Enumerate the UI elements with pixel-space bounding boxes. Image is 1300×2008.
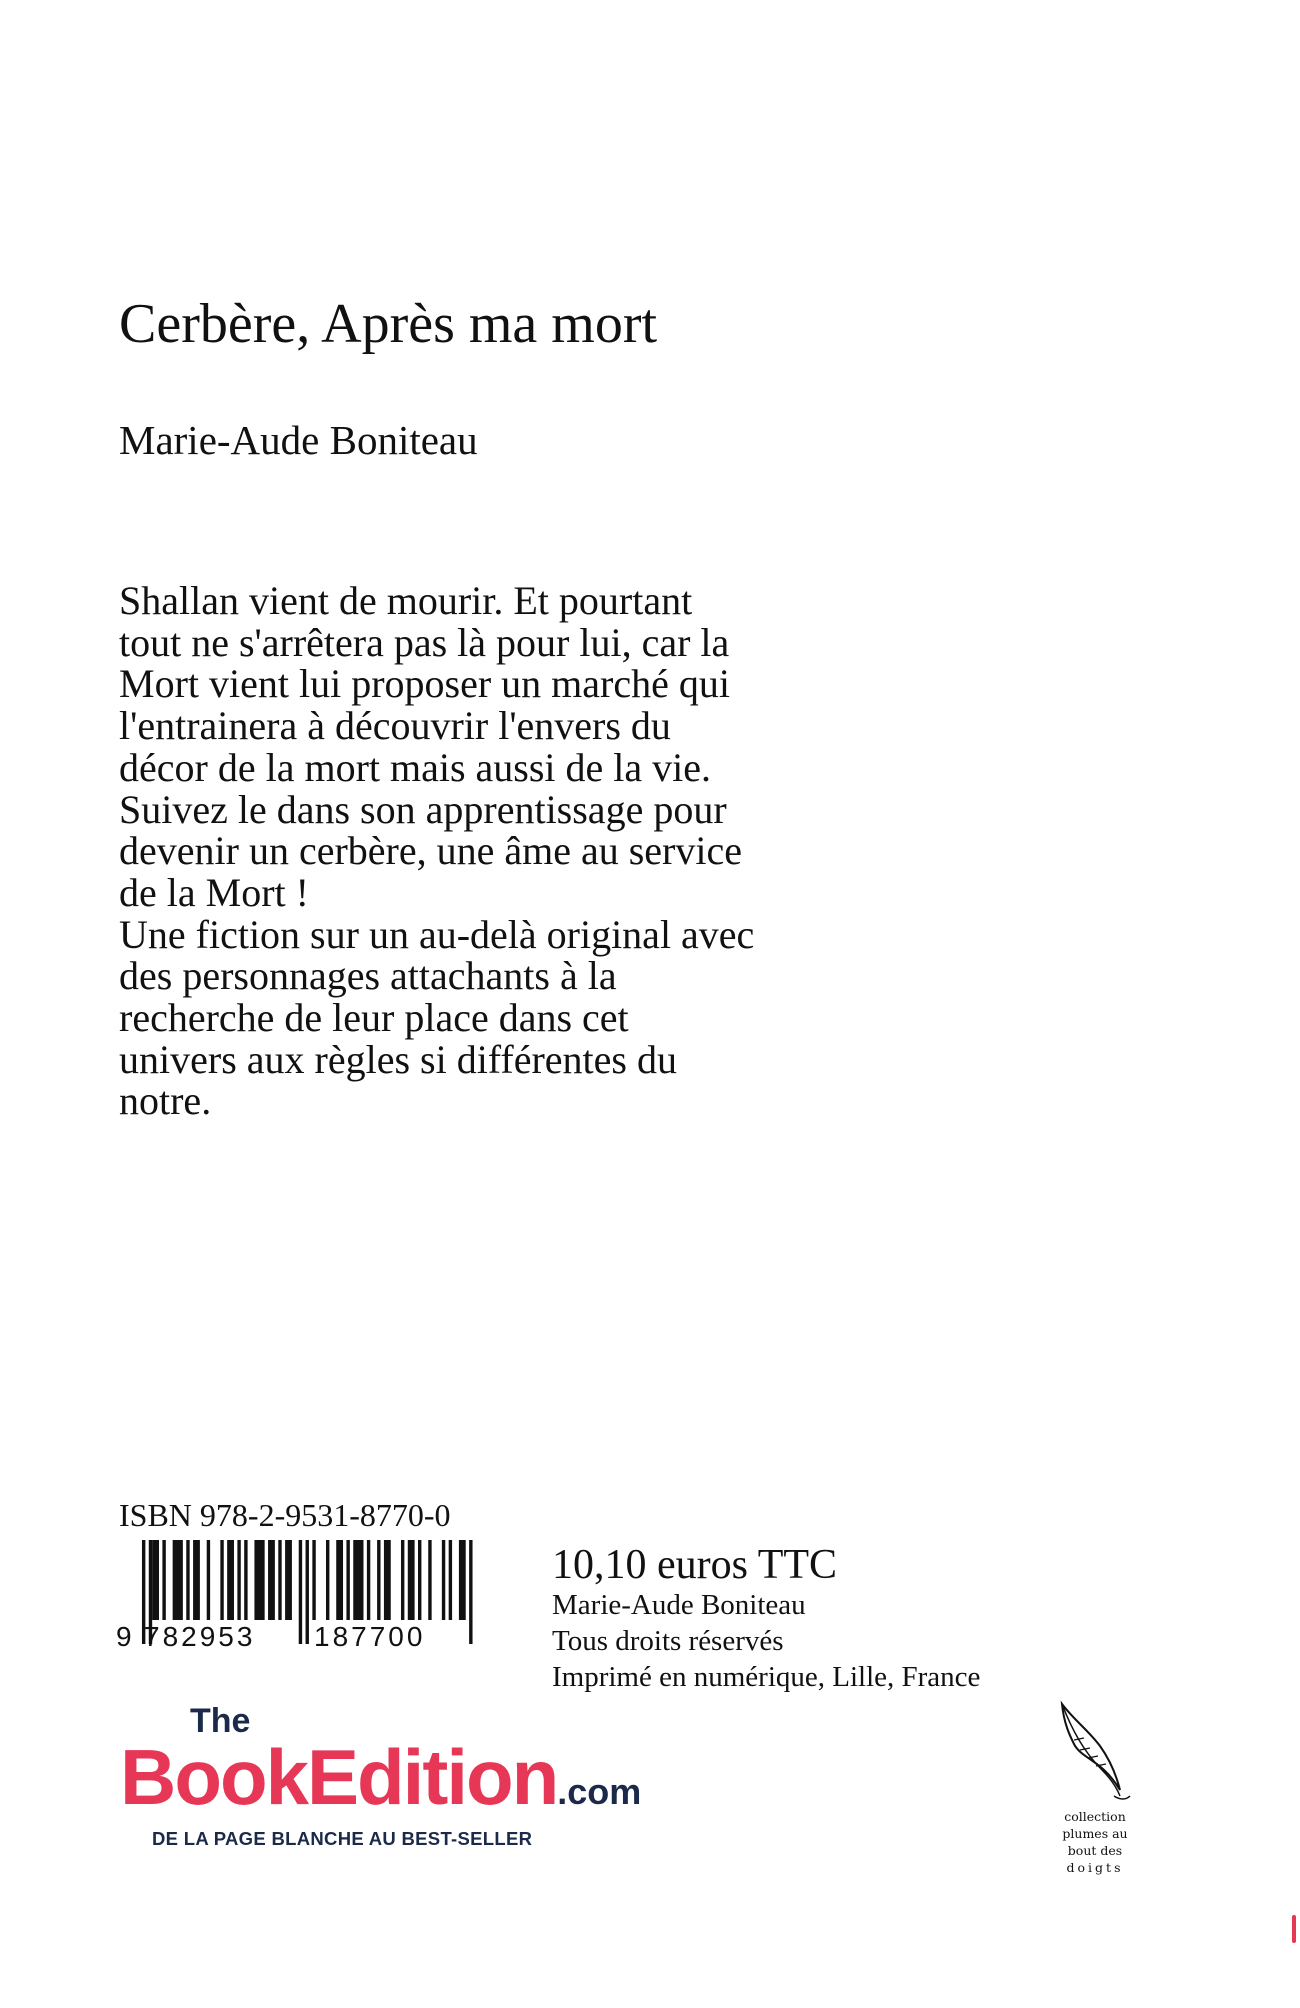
- barcode-bar: [459, 1540, 466, 1620]
- blurb-line: devenir un cerbère, une âme au service: [119, 828, 742, 874]
- barcode-bar: [278, 1540, 281, 1620]
- book-title: Cerbère, Après ma mort: [119, 293, 658, 355]
- blurb-line: recherche de leur place dans cet: [119, 995, 629, 1041]
- barcode-bar: [162, 1540, 165, 1620]
- logo-name: BookEdition: [120, 1733, 558, 1821]
- barcode-bar: [428, 1540, 431, 1620]
- barcode-bar: [193, 1540, 200, 1620]
- barcode-bar: [326, 1540, 329, 1620]
- barcode-bar: [377, 1540, 380, 1620]
- barcode-bar: [367, 1540, 370, 1620]
- barcode-bar: [173, 1540, 183, 1620]
- blurb-line: Suivez le dans son apprentissage pour: [119, 786, 727, 832]
- barcode-bar: [237, 1540, 240, 1620]
- barcode-bar: [244, 1540, 247, 1620]
- barcode-bar: [299, 1540, 302, 1644]
- barcode-bar: [418, 1540, 421, 1620]
- blurb-line: Shallan vient de mourir. Et pourtant: [119, 578, 693, 623]
- blurb-line: décor de la mort mais aussi de la vie.: [119, 744, 712, 790]
- barcode-bar: [442, 1540, 445, 1620]
- isbn-barcode: [114, 1540, 490, 1652]
- blurb-line: univers aux règles si différentes du: [119, 1036, 677, 1082]
- book-author: Marie-Aude Boniteau: [119, 417, 478, 463]
- logo-suffix: .com: [557, 1771, 642, 1812]
- price-info-block: [552, 1543, 980, 1695]
- edge-mark: [1292, 1915, 1296, 1943]
- blurb-line: Une fiction sur un au-delà original avec: [119, 911, 755, 957]
- barcode-bar: [353, 1540, 363, 1620]
- blurb-line: notre.: [119, 1078, 212, 1124]
- barcode-bar: [336, 1540, 343, 1620]
- logo-the: The: [190, 1702, 251, 1740]
- barcode-bar: [384, 1540, 391, 1620]
- barcode-group-left: 782953: [144, 1621, 256, 1652]
- barcode-first-digit: 9: [116, 1621, 132, 1652]
- bookedition-logo: [120, 1702, 720, 1862]
- collection-line: bout des: [1067, 1843, 1123, 1858]
- barcode-bar: [408, 1540, 415, 1620]
- feather-icon: [1054, 1700, 1134, 1808]
- blurb-line: de la Mort !: [119, 869, 309, 915]
- info-author: Marie-Aude Boniteau: [552, 1589, 806, 1622]
- blurb-line: l'entrainera à découvrir l'envers du: [119, 703, 671, 749]
- collection-line: collection: [1064, 1809, 1126, 1824]
- logo-wordmark: [120, 1732, 641, 1823]
- barcode-bar: [227, 1540, 234, 1620]
- barcode-bar: [220, 1540, 223, 1620]
- barcode-bar: [285, 1540, 292, 1620]
- back-cover-blurb: [119, 580, 979, 1122]
- barcode-bar: [469, 1540, 472, 1644]
- barcode-bar: [152, 1540, 159, 1620]
- isbn-label: ISBN 978-2-9531-8770-0: [119, 1497, 451, 1533]
- barcode-bar: [449, 1540, 452, 1620]
- info-printing: Imprimé en numérique, Lille, France: [552, 1661, 981, 1694]
- barcode-bar: [306, 1540, 309, 1644]
- price: 10,10 euros TTC: [552, 1542, 838, 1588]
- collection-line: doigts: [1066, 1860, 1124, 1875]
- barcode-bar: [268, 1540, 275, 1620]
- logo-tagline: DE LA PAGE BLANCHE AU BEST-SELLER: [152, 1828, 533, 1849]
- collection-line: plumes au: [1062, 1826, 1128, 1841]
- barcode-bar: [207, 1540, 210, 1620]
- info-rights: Tous droits réservés: [552, 1625, 784, 1658]
- blurb-line: Mort vient lui proposer un marché qui: [119, 661, 730, 707]
- barcode-bar: [254, 1540, 264, 1620]
- barcode-bar: [346, 1540, 349, 1620]
- barcode-bar: [401, 1540, 404, 1620]
- barcode-bar: [186, 1540, 189, 1620]
- blurb-line: tout ne s'arrêtera pas là pour lui, car la: [119, 619, 730, 665]
- barcode-group-right: 187700: [314, 1621, 426, 1652]
- collection-label: [1050, 1808, 1140, 1876]
- blurb-line: des personnages attachants à la: [119, 953, 617, 999]
- barcode-bar: [312, 1540, 315, 1620]
